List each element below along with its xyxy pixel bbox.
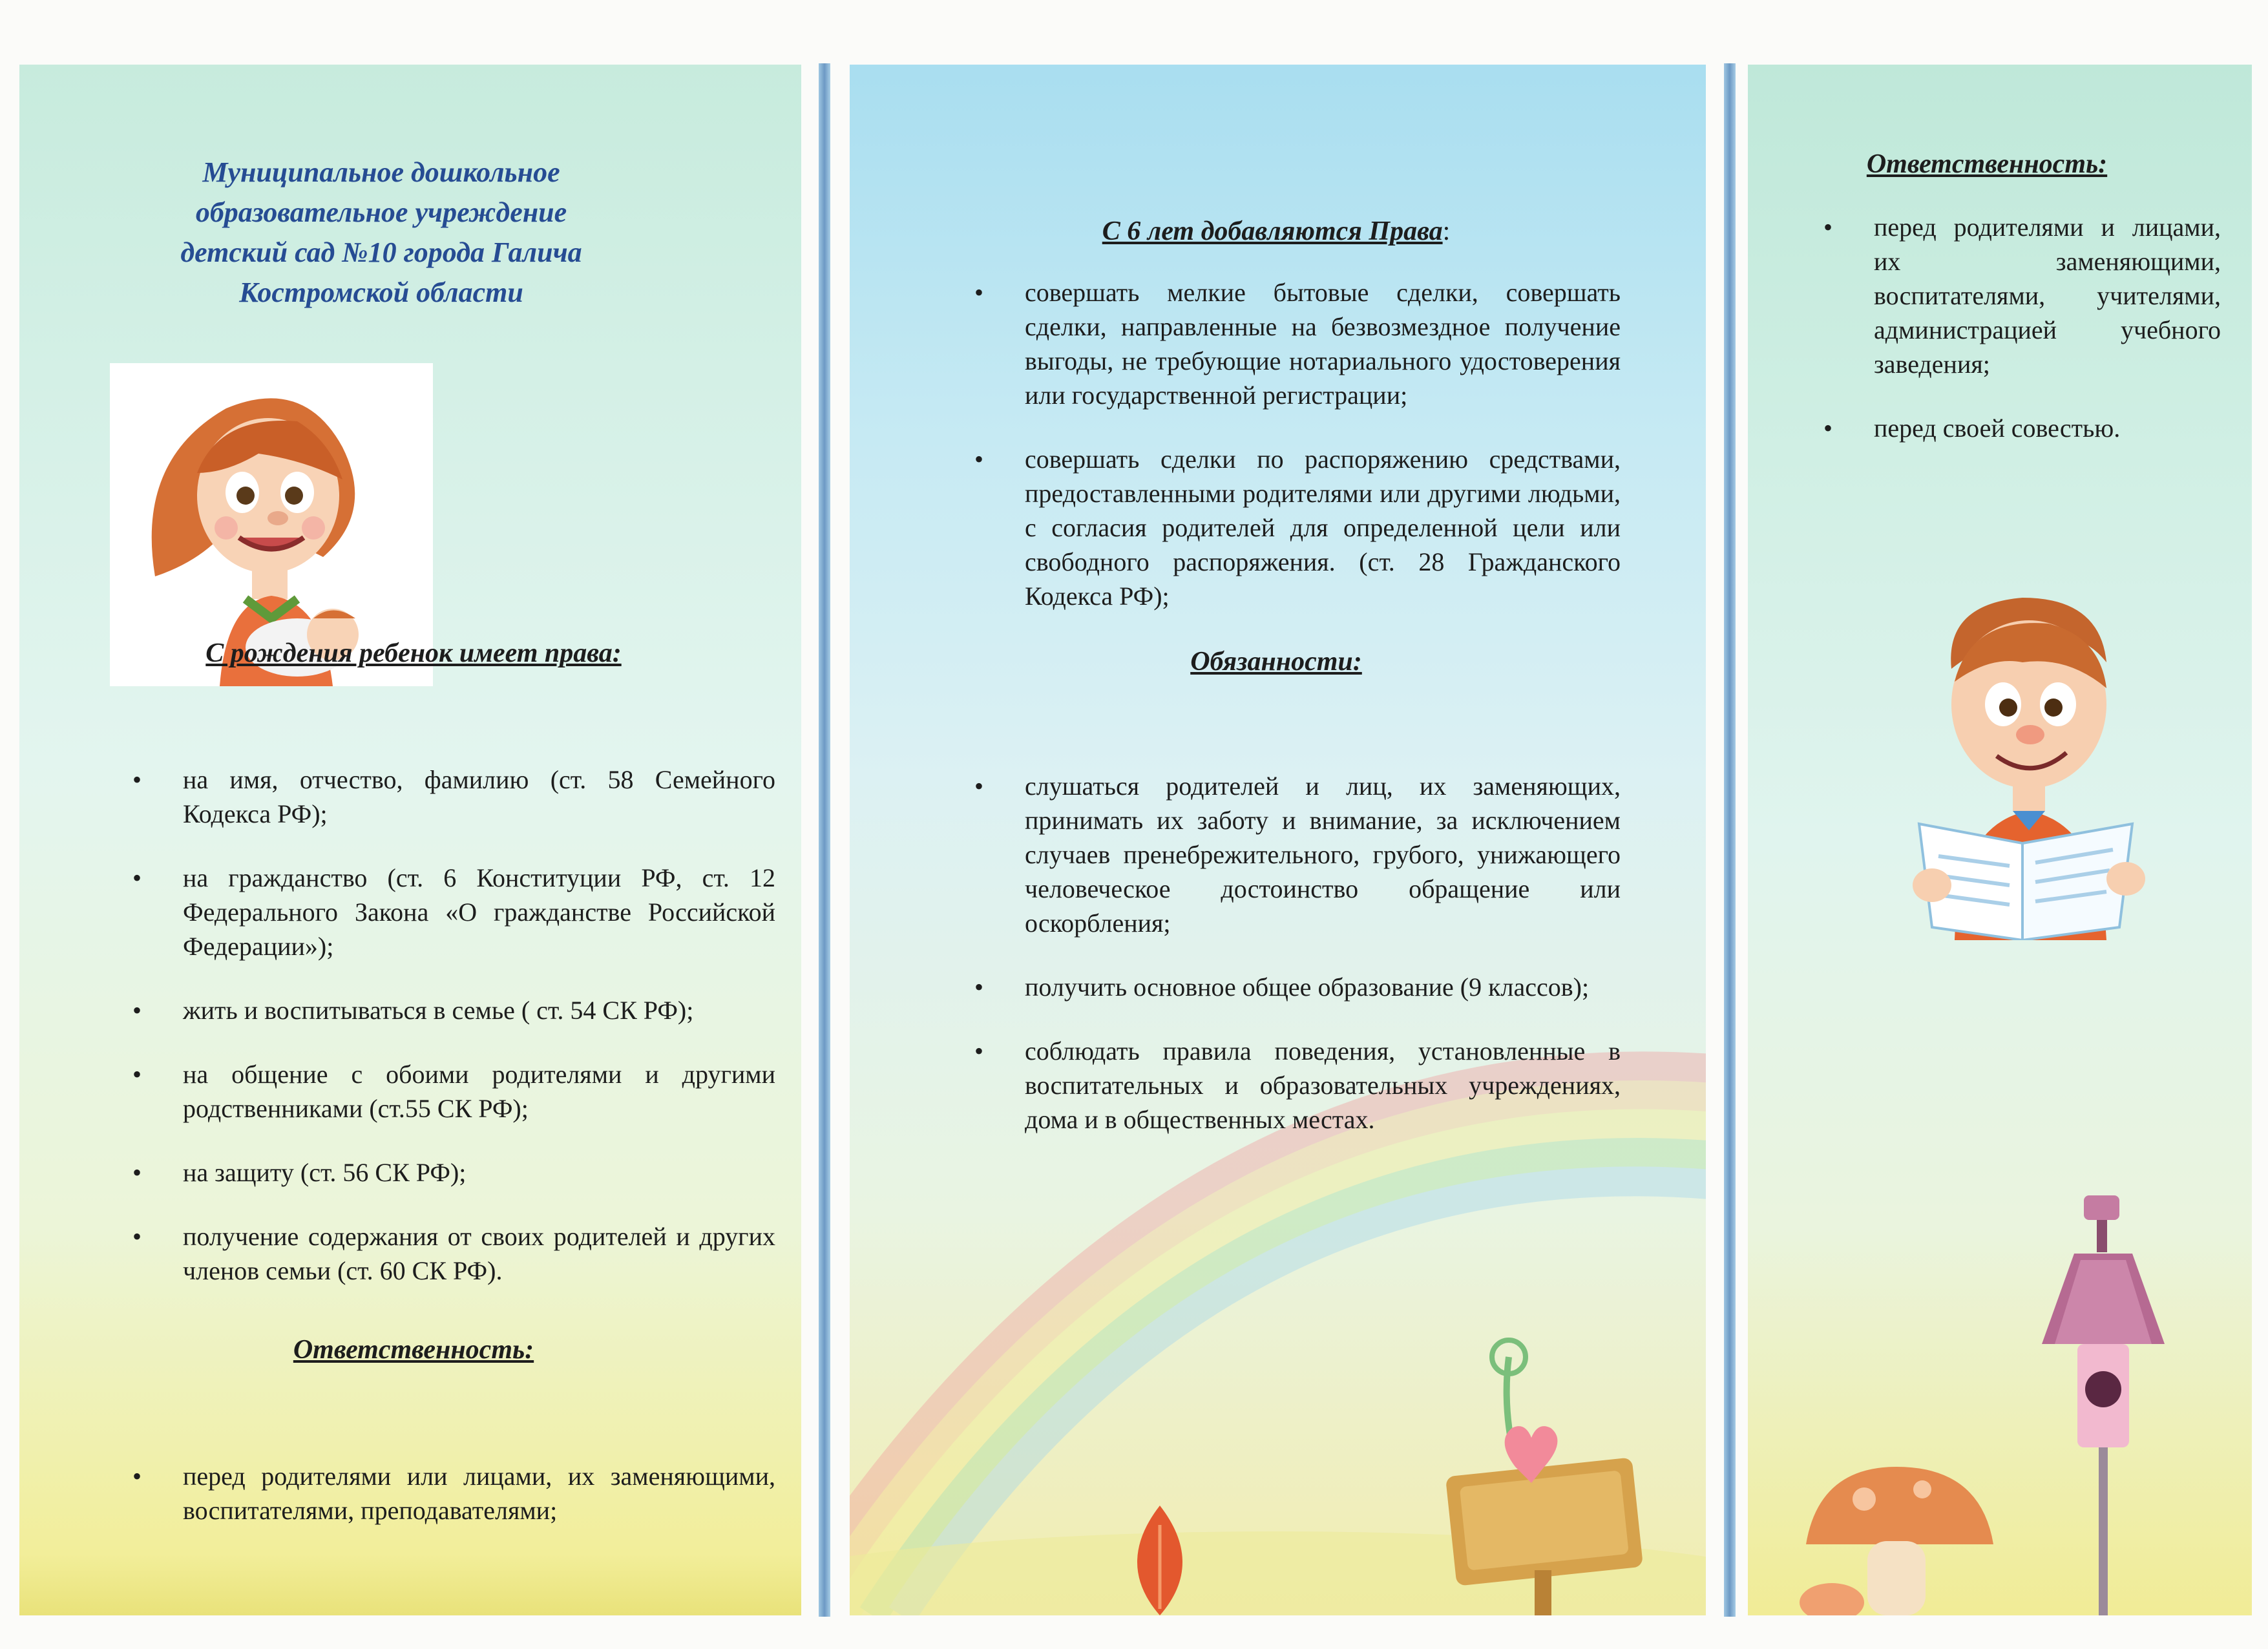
age6-rights-list: [974, 275, 1621, 643]
age6-rights-heading-text: С 6 лет добавляются Права: [1102, 216, 1443, 246]
responsibility-list: [132, 1459, 775, 1557]
list-item: • перед родителями и лицами, их заменяющими, воспитателями, учителями, администрацией учебного заведения;: [1823, 210, 2221, 381]
heading-colon: :: [1442, 216, 1451, 246]
list-item: • на общение с обоими родителями и другими родственниками (ст.55 СК РФ);: [132, 1057, 775, 1126]
list-item: • слушаться родителей и лиц, их заменяющих, принимать их заботу и внимание, за исключением случаев пренебрежительного, грубого, унижающего человеческое достоинство обращение или оскорбления;: [974, 769, 1621, 940]
duties-list: [974, 769, 1621, 1166]
school-name: Муниципальное дошкольное образовательное учреждение детский сад №10 города Галича Костромской области: [180, 156, 582, 308]
list-item: • перед родителями или лицами, их заменяющими, воспитателями, преподавателями;: [132, 1459, 775, 1528]
leaf-illustration: [1108, 1506, 1212, 1615]
responsibility-list: [1823, 210, 2221, 475]
list-item: • перед своей совестью.: [1823, 411, 2221, 445]
responsibility-heading: Ответственность:: [293, 1335, 534, 1365]
list-item: • получение содержания от своих родителей и других членов семьи (ст. 60 СК РФ).: [132, 1219, 775, 1288]
list-item: • жить и воспитываться в семье ( ст. 54 СК РФ);: [132, 993, 775, 1027]
list-item: • на имя, отчество, фамилию (ст. 58 Семейного Кодекса РФ);: [132, 762, 775, 831]
list-item: • получить основное общее образование (9 классов);: [974, 970, 1621, 1004]
birdhouse-lamp-illustration: [2016, 1195, 2210, 1615]
list-item: • на защиту (ст. 56 СК РФ);: [132, 1155, 775, 1190]
left-panel: [19, 65, 801, 1615]
right-panel: [1748, 65, 2252, 1615]
list-item: • на гражданство (ст. 6 Конституции РФ, ст. 12 Федерального Закона «О гражданстве Российской Федерации»);: [132, 861, 775, 963]
responsibility-heading: Ответственность:: [1866, 149, 2108, 179]
fold-line: [1724, 63, 1736, 1617]
list-item: • соблюдать правила поведения, установленные в воспитательных и образовательных учреждениях, дома и в общественных местах.: [974, 1034, 1621, 1137]
age6-rights-heading: [1024, 215, 1528, 248]
birth-rights-heading: С рождения ребенок имеет права:: [205, 638, 622, 668]
middle-panel: [850, 65, 1706, 1615]
list-item: • совершать мелкие бытовые сделки, совершать сделки, направленные на безвозмездное получение выгоды, не требующие нотариального удостоверения или государственной регистрации;: [974, 275, 1621, 412]
mushroom-illustration: [1793, 1454, 2006, 1615]
signpost-with-heart-illustration: [1405, 1331, 1677, 1615]
duties-heading: Обязанности:: [1190, 647, 1362, 677]
birth-rights-list: [132, 762, 775, 1318]
boy-reading-illustration: [1893, 591, 2165, 940]
fold-line: [819, 63, 830, 1617]
list-item: • совершать сделки по распоряжению средствами, предоставленными родителями или другими людьми, с согласия родителей для определенной цели или свободного распоряжения. (ст. 28 Гражданского Кодекса РФ);: [974, 442, 1621, 613]
